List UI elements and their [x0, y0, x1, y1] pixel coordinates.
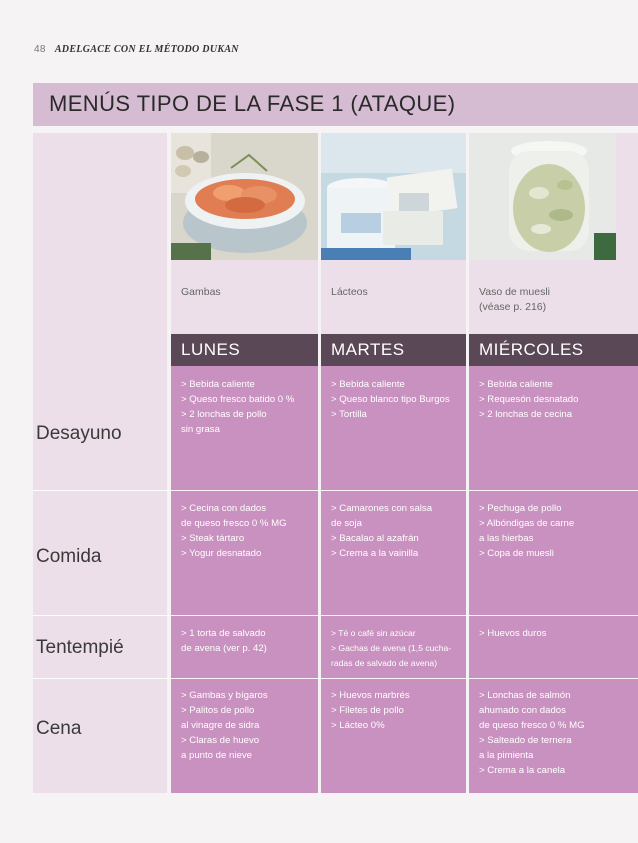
menu-line: > Tortilla: [331, 409, 367, 420]
menu-line: a la pimienta: [479, 750, 534, 761]
menu-line: > Gambas y bígaros: [181, 690, 268, 701]
menu-line: > Copa de muesli: [479, 548, 554, 559]
menu-line: > Queso fresco batido 0 %: [181, 394, 295, 405]
day-header-miercoles: [469, 334, 638, 366]
menu-line: > Crema a la canela: [479, 765, 566, 776]
menu-line: > Salteado de ternera: [479, 735, 572, 746]
cena-martes: [331, 688, 410, 733]
caption-muesli: [479, 285, 550, 315]
comida-martes: [331, 501, 432, 561]
menu-line: radas de salvado de avena): [331, 658, 438, 668]
menu-line: > 2 lonchas de pollo: [181, 409, 267, 420]
menu-line: > Yogur desnatado: [181, 548, 262, 559]
page-title: MENÚS TIPO DE LA FASE 1 (ATAQUE): [49, 91, 456, 116]
menu-line: > Filetes de pollo: [331, 705, 404, 716]
desayuno-lunes: [181, 377, 294, 437]
menu-line: > Lonchas de salmón: [479, 690, 571, 701]
caption-muesli-line: (véase p. 216): [479, 301, 547, 313]
meal-label-tentempie: Tentempié: [36, 637, 124, 658]
menu-line: > Lácteo 0%: [331, 720, 385, 731]
running-header: [34, 44, 239, 55]
menu-line: > Albóndigas de carne: [479, 518, 575, 529]
cena-lunes: [181, 688, 268, 763]
menu-line: > Steak tártaro: [181, 533, 245, 544]
tentempie-martes: [331, 626, 451, 671]
menu-line: de avena (ver p. 42): [181, 643, 267, 654]
menu-line: ahumado con dados: [479, 705, 566, 716]
book-title: ADELGACE CON EL MÉTODO DUKAN: [54, 44, 239, 55]
day-header-lunes: [171, 334, 318, 366]
menu-line: > Bebida caliente: [331, 379, 405, 390]
tentempie-lunes: [181, 626, 267, 656]
menu-line: > Camarones con salsa: [331, 503, 433, 514]
menu-line: > Palitos de pollo: [181, 705, 255, 716]
menu-line: > Pechuga de pollo: [479, 503, 562, 514]
menu-line: sin grasa: [181, 424, 220, 435]
menu-line: > Requesón desnatado: [479, 394, 579, 405]
meal-label-comida: Comida: [36, 546, 102, 567]
page-number: 48: [34, 44, 46, 55]
desayuno-miercoles: [479, 377, 578, 422]
menu-line: a las hierbas: [479, 533, 534, 544]
meal-label-desayuno: Desayuno: [36, 423, 122, 444]
row-divider: [33, 615, 638, 616]
menu-line: > 1 torta de salvado: [181, 628, 266, 639]
lacteos-photo: [321, 133, 466, 260]
tentempie-miercoles: [479, 626, 546, 641]
meal-label-column: [33, 133, 167, 793]
caption-lacteos: Lácteos: [331, 286, 368, 298]
gambas-photo: [171, 133, 318, 260]
day-header-martes: [321, 334, 466, 366]
menu-line: > Claras de huevo: [181, 735, 260, 746]
menu-line: > 2 lonchas de cecina: [479, 409, 573, 420]
menu-line: > Gachas de avena (1,5 cucha-: [331, 643, 452, 653]
day-label: LUNES: [181, 340, 241, 359]
meal-label-cena: Cena: [36, 718, 82, 739]
menu-line: > Crema a la vainilla: [331, 548, 419, 559]
title-bar: [33, 83, 638, 126]
menu-line: > Huevos marbrés: [331, 690, 410, 701]
muesli-photo: [469, 133, 616, 260]
menu-line: > Bacalao al azafrán: [331, 533, 419, 544]
menu-line: > Bebida caliente: [181, 379, 255, 390]
menu-line: > Té o café sin azúcar: [331, 628, 416, 638]
comida-lunes: [181, 501, 287, 561]
cena-miercoles: [479, 688, 585, 778]
menu-line: > Bebida caliente: [479, 379, 553, 390]
comida-miercoles: [479, 501, 574, 561]
row-divider: [33, 678, 638, 679]
day-label: MARTES: [331, 340, 405, 359]
menu-line: al vinagre de sidra: [181, 720, 260, 731]
desayuno-martes: [331, 377, 450, 422]
caption-muesli-line: Vaso de muesli: [479, 286, 551, 298]
menu-line: de soja: [331, 518, 362, 529]
menu-line: > Cecina con dados: [181, 503, 267, 514]
row-divider: [33, 490, 638, 491]
menu-line: de queso fresco 0 % MG: [479, 720, 585, 731]
menu-line: de queso fresco 0 % MG: [181, 518, 287, 529]
menu-line: a punto de nieve: [181, 750, 252, 761]
menu-line: > Queso blanco tipo Burgos: [331, 394, 450, 405]
menu-line: > Huevos duros: [479, 628, 547, 639]
caption-gambas: Gambas: [181, 286, 221, 298]
day-label: MIÉRCOLES: [479, 340, 584, 359]
